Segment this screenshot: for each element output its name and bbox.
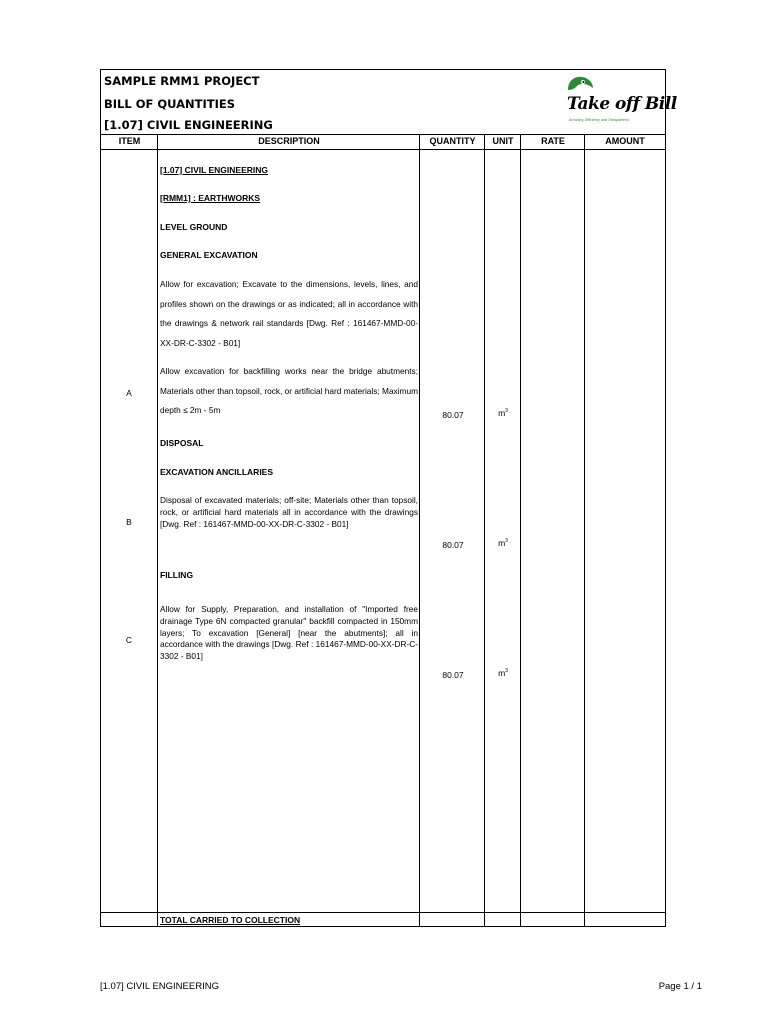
subsection-title: [RMM1] : EARTHWORKS [160, 193, 261, 203]
heading-filling: FILLING [160, 570, 194, 580]
col-unit: UNIT [492, 136, 514, 146]
document-title: BILL OF QUANTITIES [104, 97, 236, 111]
column-divider [484, 134, 485, 927]
col-item: ITEM [118, 136, 141, 146]
footer-page-number: Page 1 / 1 [658, 981, 702, 992]
item-a: A [126, 388, 132, 398]
item-b: B [126, 517, 132, 527]
logo-wordmark: Take off Bill [567, 94, 677, 114]
total-carried-label: TOTAL CARRIED TO COLLECTION [160, 915, 301, 925]
column-divider [584, 134, 585, 927]
description-backfilling-excavation: Allow excavation for backfilling works near the bridge abutments; Materials other than topsoil, rock, or artificial hard materials; Maximum depth ≤ 2m - 5m [160, 366, 418, 415]
sheet-header [101, 70, 677, 134]
company-logo [563, 74, 677, 130]
project-title: SAMPLE RMM1 PROJECT [104, 74, 260, 88]
col-description: DESCRIPTION [258, 136, 320, 146]
section-heading: [1.07] CIVIL ENGINEERING [104, 118, 273, 132]
col-quantity: QUANTITY [429, 136, 476, 146]
heading-disposal: DISPOSAL [160, 438, 204, 448]
item-c: C [125, 635, 133, 645]
description-disposal: Disposal of excavated materials; off-site; Materials other than topsoil, rock, or artificial hard materials all in accordance with the drawings [Dwg. Ref : 161467-MMD-00-XX-DR-C-3302 - B01] [160, 495, 418, 529]
section-title: [1.07] CIVIL ENGINEERING [160, 165, 269, 175]
column-header-row [101, 134, 665, 150]
column-divider [419, 134, 420, 927]
heading-excavation-ancillaries: EXCAVATION ANCILLARIES [160, 467, 274, 477]
heading-level-ground: LEVEL GROUND [160, 222, 228, 232]
description-excavation: Allow for excavation; Excavate to the dimensions, levels, lines, and profiles shown on the drawings or as indicated; all in accordance with the drawings & network rail standards [Dwg. Ref : 161467-MMD-00-XX-DR-C-3302 - B01] [160, 279, 418, 348]
quantity-a: 80.07 [442, 410, 464, 420]
bird-head-logo-icon [565, 74, 595, 94]
footer-section: [1.07] CIVIL ENGINEERING [100, 981, 219, 992]
col-amount: AMOUNT [605, 136, 645, 146]
column-divider [157, 134, 158, 927]
column-divider [520, 134, 521, 927]
boq-sheet [100, 69, 677, 927]
logo-tagline: Accuracy, Efficiency and Transparency. [569, 118, 630, 122]
total-row [101, 912, 665, 927]
quantity-c: 80.07 [442, 670, 464, 680]
col-rate: RATE [541, 136, 565, 146]
description-filling: Allow for Supply, Preparation, and installation of "Imported free drainage Type 6N compacted granular" backfill compacted in 150mm layers; To excavation [General] [near the abutments]; all in accordance with the drawings [Dwg. Ref : 161467-MMD-00-XX-DR-C-3302 - B01] [160, 604, 418, 662]
unit-b: $m^3$ [498, 538, 508, 548]
unit-a: $m^3$ [498, 408, 508, 418]
heading-general-excavation: GENERAL EXCAVATION [160, 250, 258, 260]
quantity-b: 80.07 [442, 540, 464, 550]
unit-c: $m^3$ [498, 668, 508, 678]
